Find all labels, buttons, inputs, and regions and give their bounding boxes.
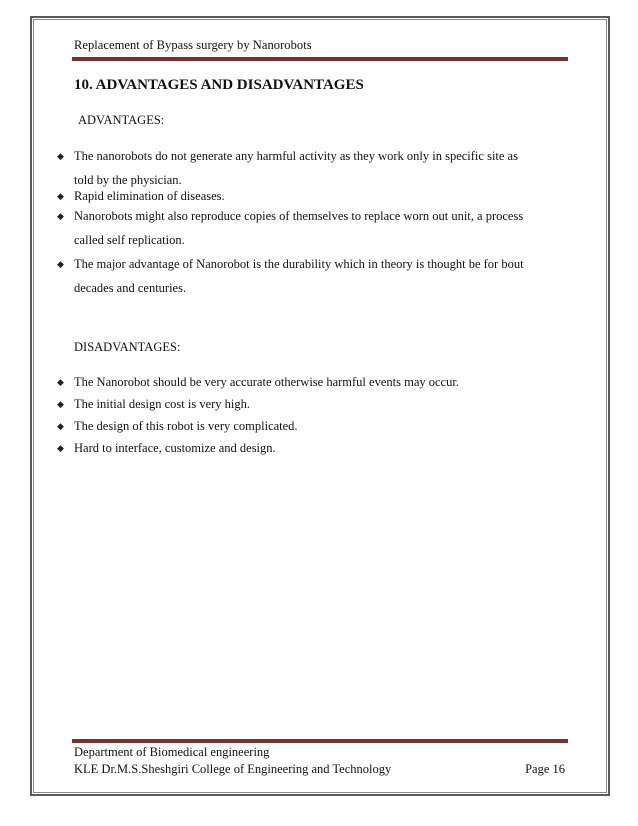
advantage-item-3-line1: Nanorobots might also reproduce copies of themselves to replace worn out unit, a process [74, 209, 524, 223]
footer-college: KLE Dr.M.S.Sheshgiri College of Engineering and Technology [74, 762, 392, 776]
advantage-item-1-line2: told by the physician. [74, 173, 182, 187]
disadvantages-heading: DISADVANTAGES: [74, 340, 181, 354]
advantage-item-3 [57, 204, 544, 252]
page-number: Page 16 [525, 762, 565, 776]
diamond-bullet-icon: ◆ [57, 421, 64, 431]
advantage-item-2-line1: Rapid elimination of diseases. [74, 189, 225, 203]
advantage-item-4-line1: The major advantage of Nanorobot is the durability which in theory is thought be for bout [74, 257, 524, 271]
diamond-bullet-icon: ◆ [57, 259, 64, 269]
disadvantage-item-2-line1: The initial design cost is very high. [74, 397, 251, 411]
diamond-bullet-icon: ◆ [57, 211, 64, 221]
advantage-item-4-line2: decades and centuries. [74, 281, 187, 295]
running-header: Replacement of Bypass surgery by Nanorobots [74, 38, 312, 52]
disadvantage-item-4 [57, 436, 544, 460]
diamond-bullet-icon: ◆ [57, 191, 64, 201]
advantage-item-1-line1: The nanorobots do not generate any harmful activity as they work only in specific site as [74, 149, 518, 163]
section-title: 10. ADVANTAGES AND DISADVANTAGES [74, 77, 364, 93]
advantages-heading: ADVANTAGES: [78, 113, 165, 127]
advantage-item-3-line2: called self replication. [74, 233, 185, 247]
diamond-bullet-icon: ◆ [57, 443, 64, 453]
diamond-bullet-icon: ◆ [57, 151, 64, 161]
disadvantage-item-1 [57, 370, 544, 394]
disadvantage-item-1-line1: The Nanorobot should be very accurate otherwise harmful events may occur. [74, 375, 459, 389]
disadvantage-item-2 [57, 392, 544, 416]
disadvantage-item-4-line1: Hard to interface, customize and design. [74, 441, 276, 455]
footer-department: Department of Biomedical engineering [74, 745, 270, 759]
diamond-bullet-icon: ◆ [57, 399, 64, 409]
advantage-item-4 [57, 252, 544, 300]
diamond-bullet-icon: ◆ [57, 377, 64, 387]
footer-rule [72, 739, 568, 743]
header-rule [72, 57, 568, 61]
disadvantage-item-3 [57, 414, 544, 438]
disadvantage-item-3-line1: The design of this robot is very complicated. [74, 419, 298, 433]
